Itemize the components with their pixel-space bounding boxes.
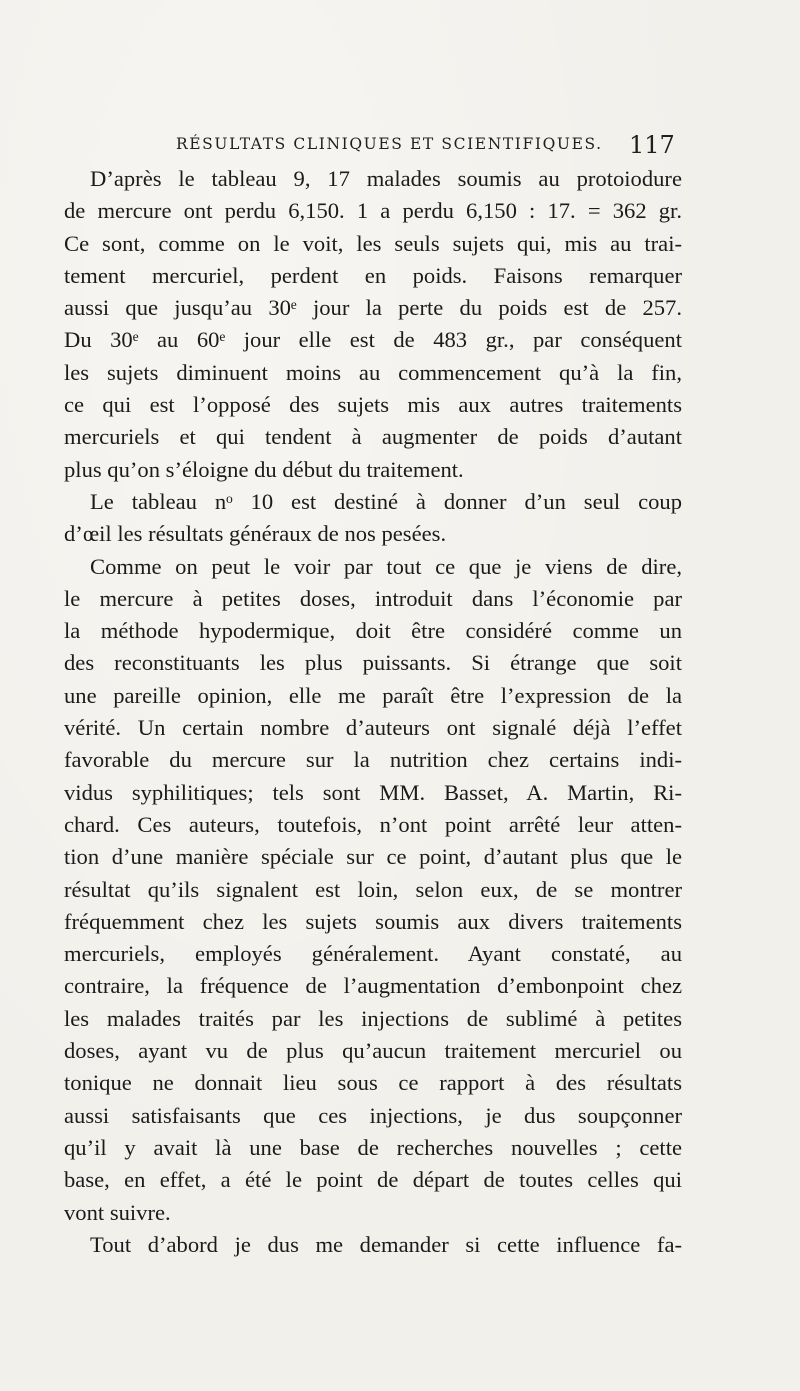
text-line: la méthode hypodermique, doit être considéré comme un [64,618,682,644]
body-text [64,163,682,1261]
text-line: d’œil les résultats généraux de nos pesées. [64,521,447,547]
text-line: les malades traités par les injections de sublimé à petites [64,1005,682,1031]
text-line: mercuriels, employés généralement. Ayant constaté, au [64,941,682,967]
text-line: Tout d’abord je dus me demander si cette influence fa- [90,1231,682,1257]
text-line: tement mercuriel, perdent en poids. Faisons remarquer [64,262,682,288]
text-line: une pareille opinion, elle me paraît être l’expression de la [64,682,682,708]
text-line: Du 30ᵉ au 60ᵉ jour elle est de 483 gr., par conséquent [64,327,682,353]
text-line: résultat qu’ils signalent est loin, selon eux, de se montrer [64,876,682,902]
text-line: aussi que jusqu’au 30ᵉ jour la perte du poids est de 257. [64,295,682,321]
text-line: Comme on peut le voir par tout ce que je viens de dire, [90,553,682,579]
page-number: 117 [629,131,675,159]
text-line: aussi satisfaisants que ces injections, je dus soupçonner [64,1102,682,1128]
text-line: vérité. Un certain nombre d’auteurs ont signalé déjà l’effet [64,715,682,741]
text-line: chard. Ces auteurs, toutefois, n’ont point arrêté leur atten- [64,811,682,837]
text-line: base, en effet, a été le point de départ de toutes celles qui [64,1167,682,1193]
text-line: vont suivre. [64,1199,171,1225]
text-line: le mercure à petites doses, introduit dans l’économie par [64,585,682,611]
text-line: vidus syphilitiques; tels sont MM. Basset, A. Martin, Ri- [64,779,682,805]
text-line: tion d’une manière spéciale sur ce point, d’autant plus que le [64,844,682,870]
text-line: favorable du mercure sur la nutrition chez certains indi- [64,747,682,773]
text-line: mercuriels et qui tendent à augmenter de poids d’autant [64,424,682,450]
page-header [0,131,800,161]
running-title: RÉSULTATS CLINIQUES ET SCIENTIFIQUES. [176,135,603,153]
text-line: des reconstituants les plus puissants. Si étrange que soit [64,650,682,676]
text-line: tonique ne donnait lieu sous ce rapport à des résultats [64,1070,682,1096]
text-line: les sujets diminuent moins au commencement qu’à la fin, [64,359,682,385]
text-line: ce qui est l’opposé des sujets mis aux autres traitements [64,392,682,418]
text-line: Ce sont, comme on le voit, les seuls sujets qui, mis au trai- [64,230,682,256]
text-line: de mercure ont perdu 6,150. 1 a perdu 6,150 : 17. = 362 gr. [64,198,682,224]
text-line: doses, ayant vu de plus qu’aucun traitement mercuriel ou [64,1038,682,1064]
text-line: qu’il y avait là une base de recherches nouvelles ; cette [64,1134,682,1160]
text-line: plus qu’on s’éloigne du début du traitement. [64,456,464,482]
text-line: fréquemment chez les sujets soumis aux divers traitements [64,908,682,934]
text-line: contraire, la fréquence de l’augmentation d’embonpoint chez [64,973,682,999]
text-line: Le tableau nᵒ 10 est destiné à donner d’un seul coup [90,488,682,514]
text-line: D’après le tableau 9, 17 malades soumis au protoiodure [90,166,682,191]
